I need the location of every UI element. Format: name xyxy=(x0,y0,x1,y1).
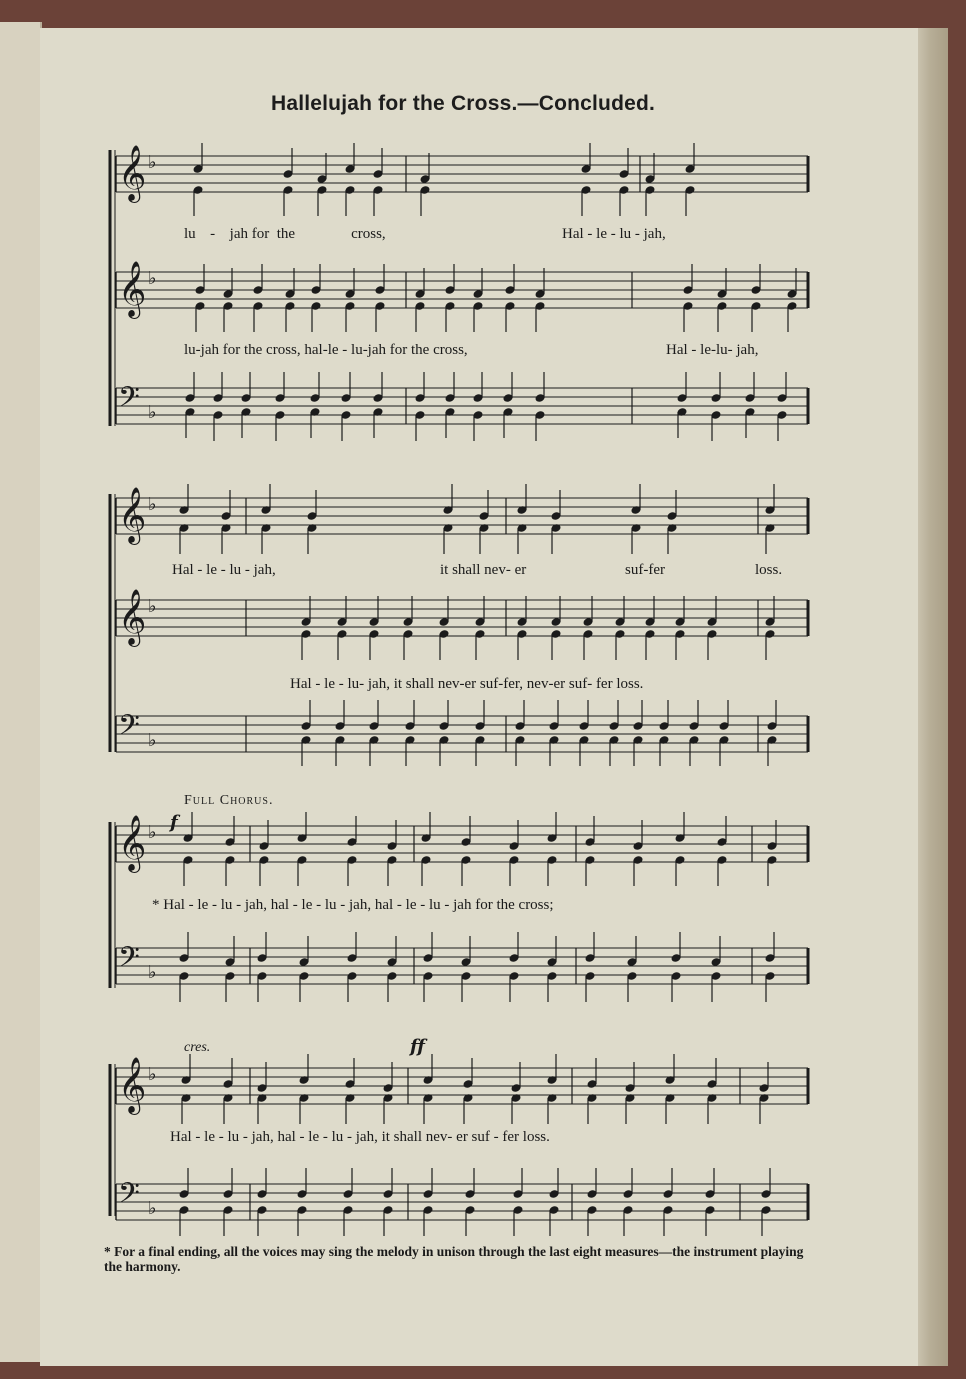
flat-icon: ♭ xyxy=(148,152,157,173)
flat-icon: ♭ xyxy=(148,822,157,843)
treble-clef-icon: 𝄞 xyxy=(118,1057,147,1113)
flat-icon: ♭ xyxy=(148,1198,157,1219)
bass-clef-icon: 𝄢 xyxy=(118,709,140,749)
dynamic-forte: f xyxy=(170,812,178,833)
flat-icon: ♭ xyxy=(148,1064,157,1085)
lyric-s2-a: Hal - le - lu - jah, xyxy=(172,562,276,578)
treble-clef-icon: 𝄞 xyxy=(118,487,147,543)
treble-clef-icon: 𝄞 xyxy=(118,589,147,645)
flat-icon: ♭ xyxy=(148,596,157,617)
flat-icon: ♭ xyxy=(148,730,157,751)
flat-icon: ♭ xyxy=(148,494,157,515)
lyric-s2-mid: Hal - le - lu- jah, it shall nev-er suf-fer, nev-er suf- fer loss. xyxy=(290,676,644,692)
lyric-s1-top: lu - jah for the cross, xyxy=(184,226,386,242)
lyric-s2-b: it shall nev- er xyxy=(440,562,527,578)
treble-clef-icon: 𝄞 xyxy=(118,261,147,317)
page-title: Hallelujah for the Cross.—Concluded. xyxy=(270,92,656,115)
flat-icon: ♭ xyxy=(148,962,157,983)
footnote: * For a final ending, all the voices may sing the melody in unison through the last eight measures—the instrument playing the harmony. xyxy=(104,1244,804,1274)
full-chorus-label: Full Chorus. xyxy=(184,793,274,808)
treble-clef-icon: 𝄞 xyxy=(118,815,147,871)
bass-clef-icon: 𝄢 xyxy=(118,381,140,421)
lyric-s2-c: suf-fer xyxy=(625,562,665,578)
lyric-s2-d: loss. xyxy=(755,562,783,578)
bass-clef-icon: 𝄢 xyxy=(118,1177,140,1217)
lyric-s3: * Hal - le - lu - jah, hal - le - lu - jah, hal - le - lu - jah for the cross; xyxy=(152,897,554,913)
treble-clef-icon: 𝄞 xyxy=(118,145,147,201)
lyric-s1-top-end: Hal - le - lu - jah, xyxy=(562,226,666,242)
lyric-s4: Hal - le - lu - jah, hal - le - lu - jah, it shall nev- er suf - fer loss. xyxy=(170,1129,550,1145)
bass-clef-icon: 𝄢 xyxy=(118,941,140,981)
dynamic-crescendo: cres. xyxy=(184,1040,211,1055)
flat-icon: ♭ xyxy=(148,268,157,289)
dynamic-fortissimo: ff xyxy=(410,1036,425,1057)
flat-icon: ♭ xyxy=(148,402,157,423)
lyric-s1-mid-end: Hal - le-lu- jah, xyxy=(666,342,759,358)
lyric-s1-mid: lu-jah for the cross, hal-le - lu-jah for the cross, xyxy=(184,342,468,358)
